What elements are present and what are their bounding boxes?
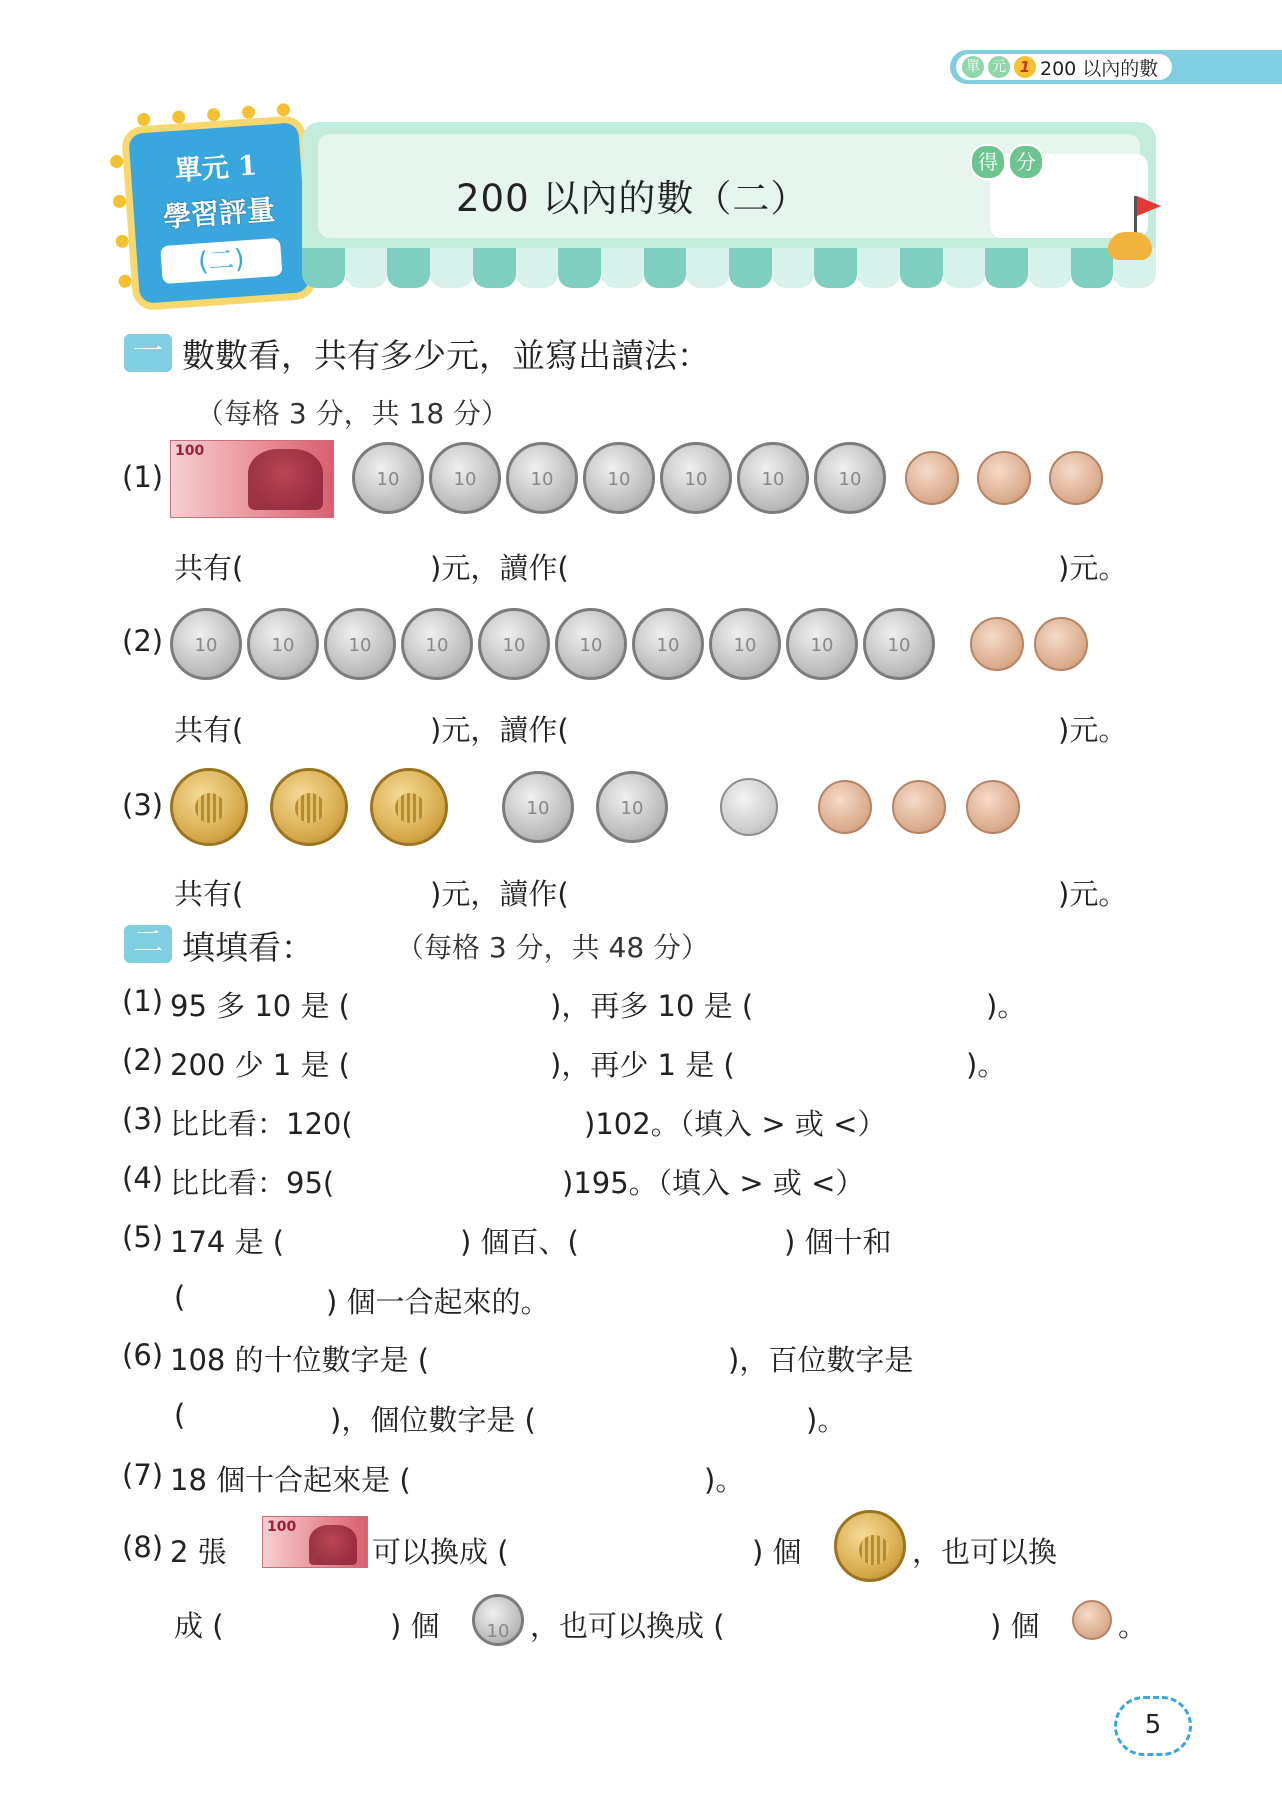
awning-decoration <box>302 248 1156 288</box>
s2-q6-part-b: )，百位數字是 <box>728 1343 914 1377</box>
s1-q3-total-prefix: 共有( <box>174 877 244 911</box>
s1-q3-read-prefix: )元，讀作( <box>430 877 569 911</box>
ten-dollar-coin-icon <box>583 442 655 514</box>
ten-dollar-coin-icon <box>709 608 781 680</box>
ten-dollar-coin-icon <box>632 608 704 680</box>
s2-q8-part-i: 。 <box>1118 1609 1148 1643</box>
s2-q6-part-d: )，個位數字是 ( <box>330 1403 536 1437</box>
s2-q8-part-c: ) 個 <box>752 1535 802 1569</box>
unit-char-1: 單 <box>962 56 984 78</box>
s1-q2-label: (2) <box>122 624 164 658</box>
badge-assessment-label: 學習評量 <box>162 193 277 234</box>
one-dollar-coin-icon <box>905 451 959 505</box>
one-dollar-coin-icon <box>1034 617 1088 671</box>
fifty-dollar-coin-icon <box>834 1510 906 1582</box>
s2-q5-part-d: ( <box>174 1280 186 1314</box>
badge-light-dots <box>128 122 298 134</box>
s2-q4-label: (4) <box>122 1161 164 1195</box>
ten-dollar-coin-icon <box>352 442 424 514</box>
ten-dollar-coin-icon <box>429 442 501 514</box>
flag-icon <box>1137 196 1161 216</box>
one-dollar-coin-icon <box>1072 1600 1112 1640</box>
score-label <box>970 144 1044 180</box>
s1-q1-total-prefix: 共有( <box>174 551 244 585</box>
s2-q6-part-c: ( <box>174 1398 186 1432</box>
section1-heading: 數數看，共有多少元，並寫出讀法： <box>182 336 710 375</box>
ten-dollar-coin-icon <box>247 608 319 680</box>
s2-q8-part-d: ，也可以換 <box>912 1535 1058 1569</box>
ten-dollar-coin-icon <box>472 1594 524 1646</box>
ten-dollar-coin-icon <box>324 608 396 680</box>
five-dollar-coin-icon <box>720 778 778 836</box>
section2-heading: 填填看： <box>182 928 314 967</box>
badge-unit-label: 單元 1 <box>173 150 258 187</box>
s2-q6-label: (6) <box>122 1338 164 1372</box>
ten-dollar-coin-icon <box>401 608 473 680</box>
ten-dollar-coin-icon <box>555 608 627 680</box>
s2-q2-part-c: )。 <box>966 1048 1007 1082</box>
hundred-dollar-bill-icon: 100 <box>262 1516 368 1568</box>
s1-q3-label: (3) <box>122 788 164 822</box>
unit-tab-label <box>956 54 1172 80</box>
s2-q3-part-b: )102。（填入 > 或 <） <box>584 1107 887 1141</box>
s2-q4-part-b: )195。（填入 > 或 <） <box>562 1166 865 1200</box>
s2-q2-part-b: )，再少 1 是 ( <box>550 1048 735 1082</box>
ten-dollar-coin-icon <box>814 442 886 514</box>
ten-dollar-coin-icon <box>596 771 668 843</box>
ten-dollar-coin-icon <box>786 608 858 680</box>
mascot-icon <box>1108 232 1152 260</box>
section2-number: 二 <box>124 925 172 963</box>
s1-q1-suffix: )元。 <box>1058 551 1128 585</box>
s2-q2-label: (2) <box>122 1043 164 1077</box>
s2-q8-label: (8) <box>122 1530 164 1564</box>
unit-number: 1 <box>1014 56 1036 78</box>
s2-q8-part-e: 成 ( <box>174 1609 224 1643</box>
s1-q2-read-prefix: )元，讀作( <box>430 713 569 747</box>
title-banner <box>302 122 1156 272</box>
one-dollar-coin-icon <box>970 617 1024 671</box>
s2-q1-part-b: )，再多 10 是 ( <box>550 989 754 1023</box>
s1-q2-total-prefix: 共有( <box>174 713 244 747</box>
s1-q1-label: (1) <box>122 460 164 494</box>
s2-q7-label: (7) <box>122 1458 164 1492</box>
unit-tab <box>950 50 1282 84</box>
page-title: 200 以內的數（二） <box>456 177 809 220</box>
s2-q7-part-a: 18 個十合起來是 ( <box>170 1463 411 1497</box>
ten-dollar-coin-icon <box>170 608 242 680</box>
s1-q1-read-prefix: )元，讀作( <box>430 551 569 585</box>
ten-dollar-coin-icon <box>660 442 732 514</box>
score-label-char-1: 得 <box>970 144 1006 180</box>
fifty-dollar-coin-icon <box>270 768 348 846</box>
s2-q6-part-e: )。 <box>806 1403 847 1437</box>
s2-q3-label: (3) <box>122 1102 164 1136</box>
s2-q1-label: (1) <box>122 984 164 1018</box>
one-dollar-coin-icon <box>892 780 946 834</box>
one-dollar-coin-icon <box>818 780 872 834</box>
s2-q6-part-a: 108 的十位數字是 ( <box>170 1343 430 1377</box>
one-dollar-coin-icon <box>977 451 1031 505</box>
ten-dollar-coin-icon <box>863 608 935 680</box>
s2-q8-part-g: ，也可以換成 ( <box>530 1609 725 1643</box>
s2-q8-part-h: ) 個 <box>990 1609 1040 1643</box>
s2-q5-part-b: ) 個百、( <box>460 1225 579 1259</box>
unit-char-2: 元 <box>988 56 1010 78</box>
s2-q3-part-a: 比比看：120( <box>170 1107 353 1141</box>
s1-q3-suffix: )元。 <box>1058 877 1128 911</box>
unit-badge <box>128 122 309 303</box>
fifty-dollar-coin-icon <box>170 768 248 846</box>
s2-q8-part-b: 可以換成 ( <box>372 1535 509 1569</box>
hundred-dollar-bill-icon: 100 <box>170 440 334 518</box>
banner-panel <box>318 134 1140 238</box>
ten-dollar-coin-icon <box>478 608 550 680</box>
s2-q4-part-a: 比比看：95( <box>170 1166 335 1200</box>
fifty-dollar-coin-icon <box>370 768 448 846</box>
section2-note: （每格 3 分，共 48 分） <box>396 931 710 964</box>
s2-q8-part-f: ) 個 <box>390 1609 440 1643</box>
section1-number: 一 <box>124 334 172 372</box>
s2-q8-part-a: 2 張 <box>170 1535 227 1569</box>
s2-q1-part-c: )。 <box>986 989 1027 1023</box>
score-box[interactable] <box>978 150 1148 238</box>
score-label-char-2: 分 <box>1008 144 1044 180</box>
s2-q2-part-a: 200 少 1 是 ( <box>170 1048 350 1082</box>
s2-q5-part-a: 174 是 ( <box>170 1225 285 1259</box>
s2-q1-part-a: 95 多 10 是 ( <box>170 989 350 1023</box>
s2-q5-part-e: ) 個一合起來的。 <box>326 1285 550 1319</box>
page-number: 5 <box>1114 1696 1192 1756</box>
s1-q2-suffix: )元。 <box>1058 713 1128 747</box>
one-dollar-coin-icon <box>966 780 1020 834</box>
ten-dollar-coin-icon <box>502 771 574 843</box>
ten-dollar-coin-icon <box>506 442 578 514</box>
one-dollar-coin-icon <box>1049 451 1103 505</box>
s2-q5-label: (5) <box>122 1220 164 1254</box>
s2-q5-part-c: ) 個十和 <box>784 1225 892 1259</box>
section1-note: （每格 3 分，共 18 分） <box>196 397 510 430</box>
badge-part-label: (二) <box>160 238 282 284</box>
ten-dollar-coin-icon <box>737 442 809 514</box>
unit-title: 200 以內的數 <box>1040 57 1159 80</box>
s2-q7-part-b: )。 <box>704 1463 745 1497</box>
